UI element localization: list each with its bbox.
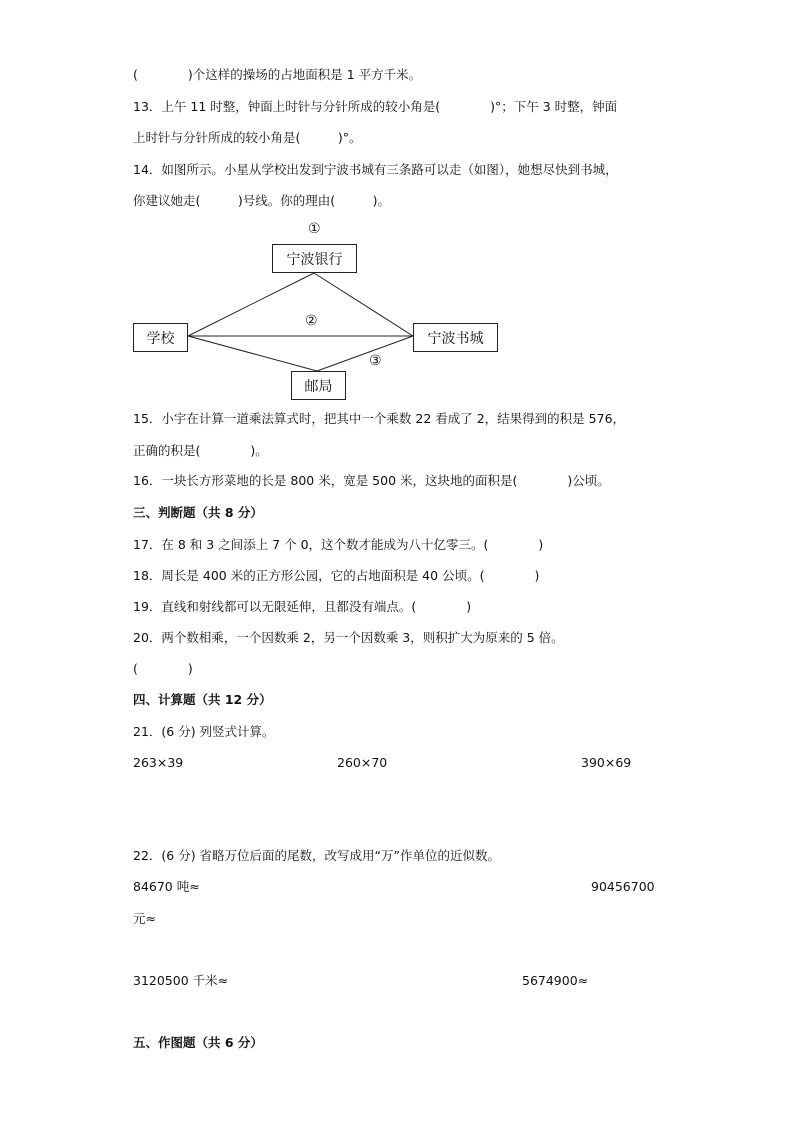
route-3-left <box>188 336 317 371</box>
question-22: 22．(6 分) 省略万位后面的尾数，改写成用“万”作单位的近似数。 <box>133 848 501 863</box>
question-14-line-1: 14．如图所示。小星从学校出发到宁波书城有三条路可以走（如图），她想尽快到书城， <box>133 162 618 177</box>
route-1-left <box>188 273 314 336</box>
route-2-label: ② <box>305 313 318 329</box>
school-box: 学校 <box>133 323 188 352</box>
question-16: 16．一块长方形菜地的长是 800 米，宽是 500 米，这块地的面积是( )公顷。 <box>133 473 610 488</box>
approx-item-2: 90456700 <box>591 879 655 894</box>
question-17: 17．在 8 和 3 之间添上 7 个 0，这个数才能成为八十亿零三。( ) <box>133 537 544 552</box>
approx-item-4: 5674900≈ <box>522 973 589 988</box>
section-5-heading: 五、作图题（共 6 分） <box>133 1035 263 1050</box>
question-20-line-1: 20．两个数相乘，一个因数乘 2，另一个因数乘 3，则积扩大为原来的 5 倍。 <box>133 630 564 645</box>
question-21: 21．(6 分) 列竖式计算。 <box>133 724 275 739</box>
route-1-right <box>314 273 413 336</box>
line-operating-area: ( )个这样的操场的占地面积是 1 平方千米。 <box>133 67 422 82</box>
calc-item-1: 263×39 <box>133 755 184 770</box>
bank-box: 宁波银行 <box>272 244 357 273</box>
approx-item-1: 84670 吨≈ <box>133 879 200 894</box>
question-19: 19．直线和射线都可以无限延伸，且都没有端点。( ) <box>133 599 472 614</box>
question-14-line-2: 你建议她走( )号线。你的理由( )。 <box>133 193 391 208</box>
route-3-right <box>317 336 413 371</box>
question-15-line-1: 15．小宇在计算一道乘法算式时，把其中一个乘数 22 看成了 2，结果得到的积是 576， <box>133 411 626 426</box>
section-4-heading: 四、计算题（共 12 分） <box>133 692 272 707</box>
approx-item-3: 3120500 千米≈ <box>133 973 229 988</box>
route-3-label: ③ <box>369 353 382 369</box>
post-office-box: 邮局 <box>291 371 346 400</box>
question-20-line-2: ( ) <box>133 661 193 676</box>
approx-item-2-unit: 元≈ <box>133 911 156 926</box>
question-18: 18．周长是 400 米的正方形公园，它的占地面积是 40 公顷。( ) <box>133 568 540 583</box>
route-1-label: ① <box>308 221 321 237</box>
calc-item-3: 390×69 <box>581 755 632 770</box>
question-15-line-2: 正确的积是( )。 <box>133 443 268 458</box>
question-13-line-2: 上时针与分针所成的较小角是( )°。 <box>133 130 362 145</box>
route-lines <box>0 0 794 420</box>
calc-item-2: 260×70 <box>337 755 388 770</box>
section-3-heading: 三、判断题（共 8 分） <box>133 505 263 520</box>
bookstore-box: 宁波书城 <box>413 323 498 352</box>
question-13-line-1: 13．上午 11 时整，钟面上时针与分针所成的较小角是( )°；下午 3 时整，钟面 <box>133 99 618 114</box>
